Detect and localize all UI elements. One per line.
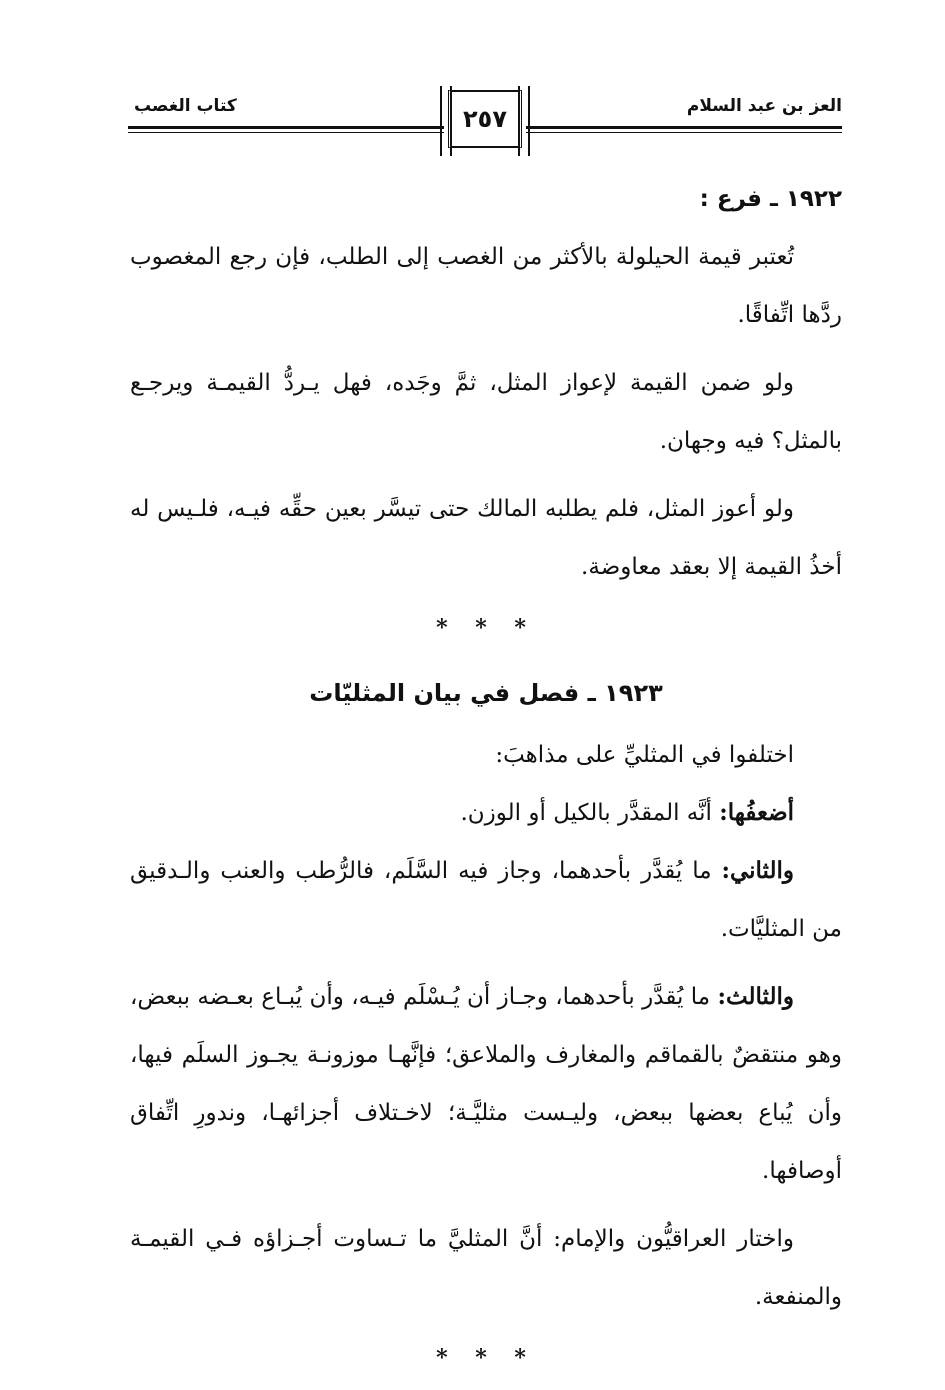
opinion-2 (130, 842, 842, 958)
running-head-section: كتاب الغصب (134, 96, 237, 116)
section-heading-1922: ١٩٢٢ ـ فرع : (699, 186, 842, 212)
paragraph-3: ولو أعوز المثل، فلم يطلبه المالك حتى تيسَّر بعين حقِّه فيـه، فلـيس له أخذُ القيمة إلا بعقد معاوضة. (130, 496, 842, 580)
opinion-3 (130, 968, 842, 1200)
opinion-1-text: أنَّه المقدَّر بالكيل أو الوزن. (460, 800, 712, 826)
page-number: ٢٥٧ (463, 105, 507, 133)
separator-stars-end: * * * (436, 1345, 536, 1371)
opinion-1 (130, 784, 842, 842)
paragraph-2: ولو ضمن القيمة لإعواز المثل، ثمَّ وجَده، فهل يـردُّ القيمـة ويرجـع بالمثل؟ فيه وجهان. (130, 370, 842, 454)
opinion-2-label: والثاني: (721, 857, 794, 884)
page-body (130, 170, 842, 1390)
running-head-author: العز بن عبد السلام (686, 96, 842, 116)
separator-stars: * * * (436, 615, 536, 641)
page-header (128, 88, 842, 158)
opinion-2-text: ما يُقدَّر بأحدهما، وجاز فيه السَّلَم، فالرُّطب والعنب والـدقيق من المثليَّات. (130, 858, 842, 942)
opinion-1-label: أضعفُها: (719, 799, 794, 826)
final-paragraph: واختار العراقيُّون والإمام: أنَّ المثليَّ ما تـساوت أجـزاؤه فـي القيمـة والمنفعة. (130, 1226, 842, 1310)
intro-paragraph: اختلفوا في المثليِّ على مذاهبَ: (495, 742, 794, 768)
opinion-3-text: ما يُقدَّر بأحدهما، وجـاز أن يُـسْلَم فيـه، وأن يُبـاع بعـضه ببعض، وهو منتقضٌ بالقماقم والمغارف والملاعق؛ فإنَّهـا موزونـة يجـوز السلَم فيها، وأن يُباع بعضها ببعض، وليـست مثليَّـة؛ لاخـتلاف أجزائهـا، وندورِ اتِّفاق أوصافها. (130, 984, 842, 1184)
opinion-3-label: والثالث: (717, 983, 794, 1010)
section-title-1923: ١٩٢٣ ـ فصل في بيان المثليّات (309, 679, 663, 707)
paragraph-1: تُعتبر قيمة الحيلولة بالأكثر من الغصب إلى الطلب، فإن رجع المغصوب ردَّها اتِّفاقًا. (130, 244, 842, 328)
page-number-frame (444, 88, 526, 150)
